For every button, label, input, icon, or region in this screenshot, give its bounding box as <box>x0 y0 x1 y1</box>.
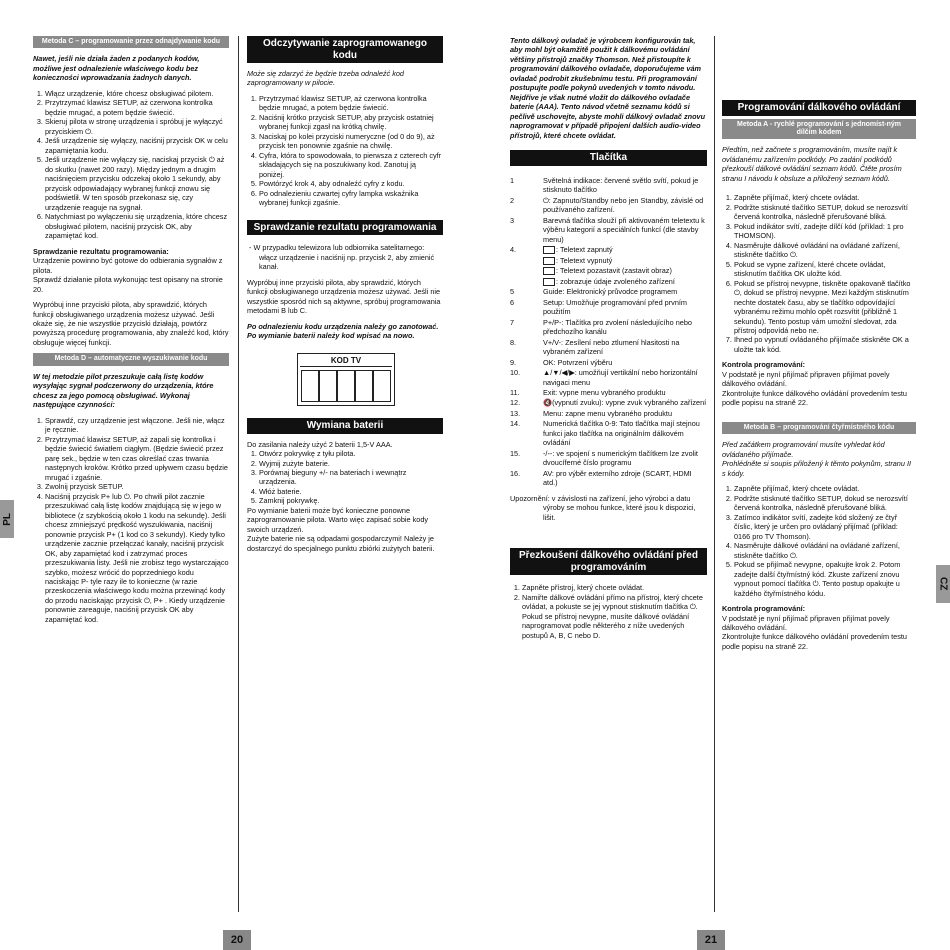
intro-method-b-2: Prohlédněte si soupis přiložený k těmto pokynům, stranu II s kódy. <box>722 459 912 478</box>
key-description: P+/P-: Tlačítka pro zvolení následujícího nebo předchozího kanálu <box>543 317 692 337</box>
heading-find-code: Odczytywanie zaprogramowanego kodu <box>247 36 443 63</box>
list-item <box>510 449 707 468</box>
list-item <box>510 409 707 418</box>
list-item: 3. Skieruj pilota w stronę urządzenia i spróbuj je wyłączyć przyciskiem ⏻. <box>45 117 229 136</box>
ctrl-text-a-2: Zkontrolujte funkce dálkového ovládání provedením testu podle popisu na straně 22. <box>722 388 907 408</box>
column-1 <box>33 36 229 630</box>
list-item: 1. Otwórz pokrywkę z tyłu pilota. <box>259 449 443 458</box>
teletext-on-icon <box>543 246 555 254</box>
list-item <box>510 287 707 296</box>
teletext-hold-icon <box>543 267 555 275</box>
list-item: 5. Zamknij pokrywkę. <box>259 496 443 505</box>
steps-method-b <box>722 484 916 598</box>
key-number: 4. <box>510 245 517 255</box>
code-digit-cell <box>301 370 319 402</box>
key-number <box>510 266 543 275</box>
ctrl-text-b-2: Zkontrolujte funkce dálkového ovládání provedením testu podle popisu na straně 22. <box>722 632 907 651</box>
heading-programming: Programování dálkového ovládání <box>722 100 916 116</box>
ctrl-text-a-1: V podstatě je nyní přijímač připraven přijímat povely dálkového ovládání. <box>722 369 890 389</box>
list-item <box>510 358 707 367</box>
key-number <box>510 256 543 265</box>
key-number: 12. <box>510 398 521 408</box>
test-steps <box>510 583 707 640</box>
list-item: 1. Włącz urządzenie, które chcesz obsługiwać pilotem. <box>45 89 229 98</box>
list-item: 2. Przytrzymać klawisz SETUP, aż zapali się kontrolka i będzie świecić światłem ciągłym. (Będzie świecić przez parę sek., będzie w ten czas określać czas trwania następnych kroków. Krótko przed upływem czasu będzie mrugać i zgaśnie. <box>45 435 229 482</box>
list-item <box>510 469 707 488</box>
battery-intro: Do zasilania należy użyć 2 baterii 1,5-V AAA. <box>247 439 393 449</box>
key-number: 8. <box>510 337 517 347</box>
list-item <box>510 298 707 317</box>
key-number: 1 <box>510 175 515 185</box>
column-4 <box>722 100 916 657</box>
page-number-left: 20 <box>223 930 251 950</box>
code-digit-cell <box>355 370 373 402</box>
list-item: 1. Zapněte přijímač, který chcete ovládat. <box>734 484 916 493</box>
list-item: 3. Pokud indikátor svítí, zadejte dílčí kód (příklad: 1 pro THOMSON). <box>734 222 916 241</box>
list-item: 3. Zatímco indikátor svítí, zadejte kód složený ze čtyř číslic, který je určen pro ovládaný přijímač (příklad: 0166 pro TV Thomson). <box>734 513 916 541</box>
list-item: 6. Pokud se přístroj nevypne, tiskněte opakovaně tlačítko ⏻, dokud se přístroj nevypne. Mezi každým stisknutím nechte dostatek času, aby se tlačítko odpovídající vybranému režimu mohlo opět rozsvítit (přibližně 1 sekundu). Tento postup vám umožní sledovat, zda přístroj odpovídá nebo ne. <box>734 279 916 336</box>
key-number: 14. <box>510 419 521 429</box>
key-number: 5 <box>510 287 515 297</box>
key-description: Teletext zapnutý <box>559 245 613 255</box>
key-number: 3 <box>510 215 515 225</box>
key-description: Exit: vypne menu vybraného produktu <box>543 388 666 397</box>
list-item: 4. Cyfra, która to spowodowała, to pierwsza z czterech cyfr składających się na poszukiwany kod. Zanotuj ją poniżej. <box>259 151 443 179</box>
list-item: 6. Po odnalezieniu czwartej cyfry lampka wskaźnika wybranej funkcji zgaśnie. <box>259 189 443 208</box>
list-item <box>510 368 707 387</box>
code-digit-cell <box>373 370 391 402</box>
key-number <box>510 277 543 286</box>
column-2 <box>247 36 443 559</box>
column-3 <box>510 36 707 646</box>
heading-keys: Tlačítka <box>510 150 707 166</box>
list-item: 2. Naciśnij krótko przycisk SETUP, aby przycisk ostatniej wybranej funkcji zgasł na krótką chwilę. <box>259 113 443 132</box>
steps-method-a <box>722 193 916 354</box>
ctrl-title-b: Kontrola programování: <box>722 604 806 614</box>
battery-text-2: Zużyte baterie nie są odpadami gospodarczymi! Należy je dostarczyć do specjalnego punktu zbiórki zużytych baterii. <box>247 534 435 553</box>
list-item: 1. Zapněte přístroj, který chcete ovládat. <box>522 583 707 592</box>
list-item: : zobrazuje údaje zvoleného zařízení <box>510 277 707 286</box>
key-description: ▲/▼/◀/▶: umožňují vertikální nebo horizontální navigaci menu <box>543 368 698 387</box>
key-description: Menu: zapne menu vybraného produktu <box>543 408 672 418</box>
key-description: Barevná tlačítka slouží při aktivovaném teletextu k výběru kategorií a speciálních funkcí (dle stavby menu) <box>543 215 705 244</box>
intro-method-d: W tej metodzie pilot przeszukuje całą listę kodów wysyłając sygnał podczerwony do urządzenia, które chcesz za jego pomocą obsługiwać. Wykonaj następujące czynności: <box>33 371 214 410</box>
heading-test: Přezkoušení dálkového ovládání před programováním <box>510 548 707 575</box>
list-item: : Teletext pozastavit (zastavit obraz) <box>510 266 707 275</box>
key-number: 13. <box>510 408 521 418</box>
column-divider-right <box>714 36 715 912</box>
key-description: zobrazuje údaje zvoleného zařízení <box>560 276 675 286</box>
heading-method-b: Metoda B – programování čtyřmístného kódu <box>722 422 916 434</box>
ctrl-title-a: Kontrola programování: <box>722 360 806 370</box>
code-digit-cell <box>337 370 355 402</box>
key-description: Setup: Umožňuje programování před prvním použitím <box>543 297 687 317</box>
column-divider-left <box>238 36 239 912</box>
list-item: 3. Zwolnij przycisk SETUP. <box>45 482 229 491</box>
list-item <box>510 318 707 337</box>
list-item <box>510 216 707 244</box>
heading-method-d: Metoda D – automatyczne wyszukiwanie kodu <box>33 353 229 365</box>
key-description: Teletext vypnutý <box>559 255 613 265</box>
list-item: 3. Porównaj bieguny +/- na bateriach i wewnątrz urządzenia. <box>259 468 443 487</box>
list-item: 2. Wyjmij zużyte baterie. <box>259 459 443 468</box>
key-description: Guide: Elektronický průvodce programem <box>543 287 678 297</box>
heading-check-result: Sprawdzanie rezultatu programowania <box>247 220 443 236</box>
steps-method-c <box>33 89 229 241</box>
info-icon <box>543 278 555 286</box>
steps-method-d <box>33 416 229 625</box>
key-number: 11. <box>510 388 520 397</box>
key-description: AV: pro výběr externího zdroje (SCART, HDMI atd.) <box>543 468 692 488</box>
list-item: 2. Namiřte dálkové ovládání přímo na přístroj, který chcete ovládat, a pokuste se jej vypnout stisknutím tlačítka ⏻. Pokud se přístroj nevypne, musíte dálkové ovládání naprogramovat podle některého z níže uvedených postupů A, B, C nebo D. <box>522 593 707 640</box>
list-item: 5. Pokud se vypne zařízení, které chcete ovládat, stisknutím tlačítka OK uložte kód. <box>734 260 916 279</box>
verify-title: Sprawdzanie rezultatu programowania: <box>33 246 169 256</box>
keys-note: Upozornění: v závislosti na zařízení, jeho výrobci a datu výroby se mohou funkce, které jsou k dispozici, lišit. <box>510 493 696 522</box>
ctrl-text-b-1: V podstatě je nyní přijímač připraven přijímat povely dálkového ovládání. <box>722 613 890 632</box>
kod-tv-box <box>297 353 395 406</box>
key-number: 9. <box>510 357 517 367</box>
kod-tv-label: KOD TV <box>300 356 392 367</box>
battery-text-1: Po wymianie baterii może być konieczne ponowne zaprogramowanie pilota. Warto więc zapisać sobie kody swoich urządzeń. <box>247 505 429 534</box>
check-text: Wypróbuj inne przyciski pilota, aby sprawdzić, których funkcji obsługiwanego urządzenia możesz używać. Jeśli nie wszystkie sposród nich są aktywne, spróbuj programowania metodami B lub C. <box>247 277 441 316</box>
keys-list <box>510 176 707 488</box>
steps-find-code <box>247 94 443 208</box>
list-item: 2. Przytrzymać klawisz SETUP, aż czerwona kontrolka będzie mrugać, a potem będzie świecić. <box>45 98 229 117</box>
check-items <box>247 243 443 271</box>
list-item <box>510 388 707 397</box>
key-number: 10. <box>510 368 521 378</box>
verify-text-2: Sprawdź działanie pilota wykonując test opisany na stronie 20. <box>33 275 223 294</box>
teletext-off-icon <box>543 257 555 265</box>
key-number: 16. <box>510 468 521 478</box>
list-item: 3. Naciskaj po kolei przyciski numeryczne (od 0 do 9), aż przycisk ten ponownie zgaśnie na chwilę. <box>259 132 443 151</box>
list-item: 1. Sprawdź, czy urządzenie jest włączone. Jeśli nie, włącz je ręcznie. <box>45 416 229 435</box>
key-description: -/--: ve spojení s numerickým tlačítkem lze zvolit dvoucíferné číslo programu <box>543 448 698 468</box>
list-item <box>510 419 707 447</box>
list-item: 1. Zapněte přijímač, který chcete ovládat. <box>734 193 916 202</box>
list-item <box>510 338 707 357</box>
key-description: V+/V-: Zesílení nebo ztlumení hlasitosti na vybraném zařízení <box>543 337 680 357</box>
heading-method-a: Metoda A - rychlé programování s jednomíst-ným dílčím kódem <box>722 119 916 140</box>
list-item: 5. Jeśli urządzenie nie wyłączy się, naciskaj przycisk ⏻ aż do skutku (nawet 200 razy). Między jednym a drugim naciśnięciem przycisku odczekaj około 1 sekundy, aby przycisk odpowiadający wybranej funkcji znowu się podświetlił. W ten sposób przekonasz się, czy urządzenie reaguje na sygnał. <box>45 155 229 212</box>
key-description: OK: Potvrzení výběru <box>543 357 613 367</box>
key-description: Teletext pozastavit (zastavit obraz) <box>559 266 672 276</box>
key-description: ⏻: Zapnuto/Standby nebo jen Standby, závislé od používaného zařízení. <box>543 195 704 215</box>
key-description: 🔇(vypnutí zvuku): vypne zvuk vybraného zařízení <box>543 398 707 408</box>
language-tab-pl <box>0 500 14 538</box>
language-tab-pl-label: PL <box>1 512 13 526</box>
language-tab-cz <box>936 565 950 603</box>
list-item: 4. Nasměrujte dálkové ovládání na ovládané zařízení, stiskněte tlačítko ⏻. <box>734 241 916 260</box>
verify-text-1: Urządzenie powinno być gotowe do odbierania sygnałów z pilota. <box>33 256 223 275</box>
list-item: 6. Natychmiast po wyłączeniu się urządzenia, które chcesz obsługiwać pilotem, naciśnij przycisk OK, aby zapamiętać kod. <box>45 212 229 240</box>
key-number: 2 <box>510 195 515 205</box>
code-digit-cell <box>319 370 337 402</box>
intro-method-c: Nawet, jeśli nie działa żaden z podanych kodów, możliwe jest odnalezienie właściwego kodu bez konieczności wprowadzania żadnych danych. <box>33 54 200 83</box>
page-number-right: 21 <box>697 930 725 950</box>
battery-steps <box>247 449 443 506</box>
list-item: - W przypadku telewizora lub odbiornika satelitarnego: włącz urządzenie i naciśnij np. przycisk 2, aby zmienić kanał. <box>259 243 443 271</box>
list-item: 4. Nasměrujte dálkové ovládání na ovládané zařízení, stiskněte tlačítko ⏻. <box>734 541 916 560</box>
key-description: Světelná indikace: červené světlo svítí, pokud je stisknuto tlačítko <box>543 175 699 195</box>
verify-text-3: Wypróbuj inne przyciski pilota, aby sprawdzić, których funkcji obsługiwanego urządzenia możesz używać. Jeśli okaże się, że nie wszystkie przyciski działają, powtórz powyższą procedurę programowania, aby znaleźć kod, który obsługuje więcej funkcji. <box>33 300 229 347</box>
list-item: 4. Jeśli urządzenie się wyłączy, naciśnij przycisk OK w celu zapamiętania kodu. <box>45 136 229 155</box>
list-item: 7. Ihned po vypnutí ovládaného přijímače stiskněte OK a uložte tak kód. <box>734 335 916 354</box>
heading-battery: Wymiana baterii <box>247 418 443 434</box>
note-write-code: Po odnalezieniu kodu urządzenia należy go zanotować. Po wymianie baterii należy kod wpisać na nowo. <box>247 321 439 341</box>
language-tab-cz-label: CZ <box>937 577 949 591</box>
list-item: 5. Powtórzyć krok 4, aby odnaleźć cyfry z kodu. <box>259 179 443 188</box>
heading-method-c: Metoda C – programowanie przez odnajdywanie kodu <box>33 36 229 48</box>
list-item <box>510 196 707 215</box>
list-item: 4. Włóż baterie. <box>259 487 443 496</box>
list-item <box>510 398 707 407</box>
list-item: : Teletext vypnutý <box>510 256 707 265</box>
list-item: 4. Naciśnij przycisk P+ lub ⏻. Po chwili pilot zacznie przeszukiwać całą listę kodów znajdującą się w jego w bibliotece (z szybkością około 1 kodu na sekundę). Jeśli chcesz zmniejszyć prędkość wyszukiwania, naciśnij ponownie przycisk P+ (1 kod co 3 sekundy). Kiedy tylko urządzenie zacznie przełączać kanały, naciśnij przycisk OK, aby zapamiętać kod i zatrzymać proces przeszukiwania listy. Jeśli nie zrobisz tego wystarczająco szybko, możesz wrócić do poprzedniego kodu naciskając P- tyle razy ile to konieczne (w razie przeskoczenia właściwego kodu można przewinąć kody do przodu naciskając przycisk ⏻, P+ . Kiedy urządzenie ponownie zareaguje, naciśnij przycisk OK aby zapamiętać kod. <box>45 492 229 625</box>
key-number: 7 <box>510 317 515 327</box>
intro-find-code: Może się zdarzyć że będzie trzeba odnaleźć kod zaprogramowany w pilocie. <box>247 69 404 88</box>
key-number: 15. <box>510 448 521 458</box>
list-item <box>510 176 707 195</box>
key-number: 6 <box>510 297 515 307</box>
list-item: 1. Przytrzymać klawisz SETUP, aż czerwona kontrolka będzie mrugać, a potem będzie świecić. <box>259 94 443 113</box>
list-item: 2. Podržte stisknuté tlačítko SETUP, dokud se nerozsvítí červená kontrolka, následně přerušované bliká. <box>734 494 916 513</box>
list-item: 2. Podržte stisknuté tlačítko SETUP, dokud se nerozsvítí červená kontrolka, následně přerušované bliká. <box>734 203 916 222</box>
list-item: 4. : Teletext zapnutý <box>510 245 613 255</box>
intro-method-b-1: Před začátkem programování musíte vyhledat kód ovládaného přijímače. <box>722 440 885 459</box>
intro-method-a: Předtím, než začnete s programováním, musíte najít k ovládanému zařízením podkódy. Po zadání podkódů přezkouší dálkové ovládání seznam kódů. Čtěte prosím stranu I návodu k obsluze a přiložený seznam kódů. <box>722 145 902 183</box>
key-description: Numerická tlačítka 0-9: Tato tlačítka mají stejnou funkci jako tlačítka na originálním dálkovém ovládání <box>543 419 700 448</box>
list-item: 5. Pokud se přijímač nevypne, opakujte krok 2. Potom zadejte další čtyřmístný kód. Zkuste zařízení znovu vypnout pomocí tlačítka ⏻. Tento postup opakujte u každého čtyřmístného kódu. <box>734 560 916 598</box>
intro-cz: Tento dálkový ovladač je výrobcem konfigurován tak, aby mohl být okamžitě použit k dálkovému ovládání většiny přístrojů značky Thomson. Než přistoupíte k programování dálkového ovladače, doporučujeme vám ovladač podrobit zkušebnímu testu. Při programování postupujte podle pokynů uvedených v tomto návodu. Nejdříve je však nutné vložit do dálkového ovladače baterie (AAA). Tento návod včetně seznamu kódů si pečlivě uschovejte, abyste mohli dálkový ovladač znovu naprogramovat v případě připojení dalších audio-video přístrojů, které chcete ovládat. <box>510 36 706 140</box>
